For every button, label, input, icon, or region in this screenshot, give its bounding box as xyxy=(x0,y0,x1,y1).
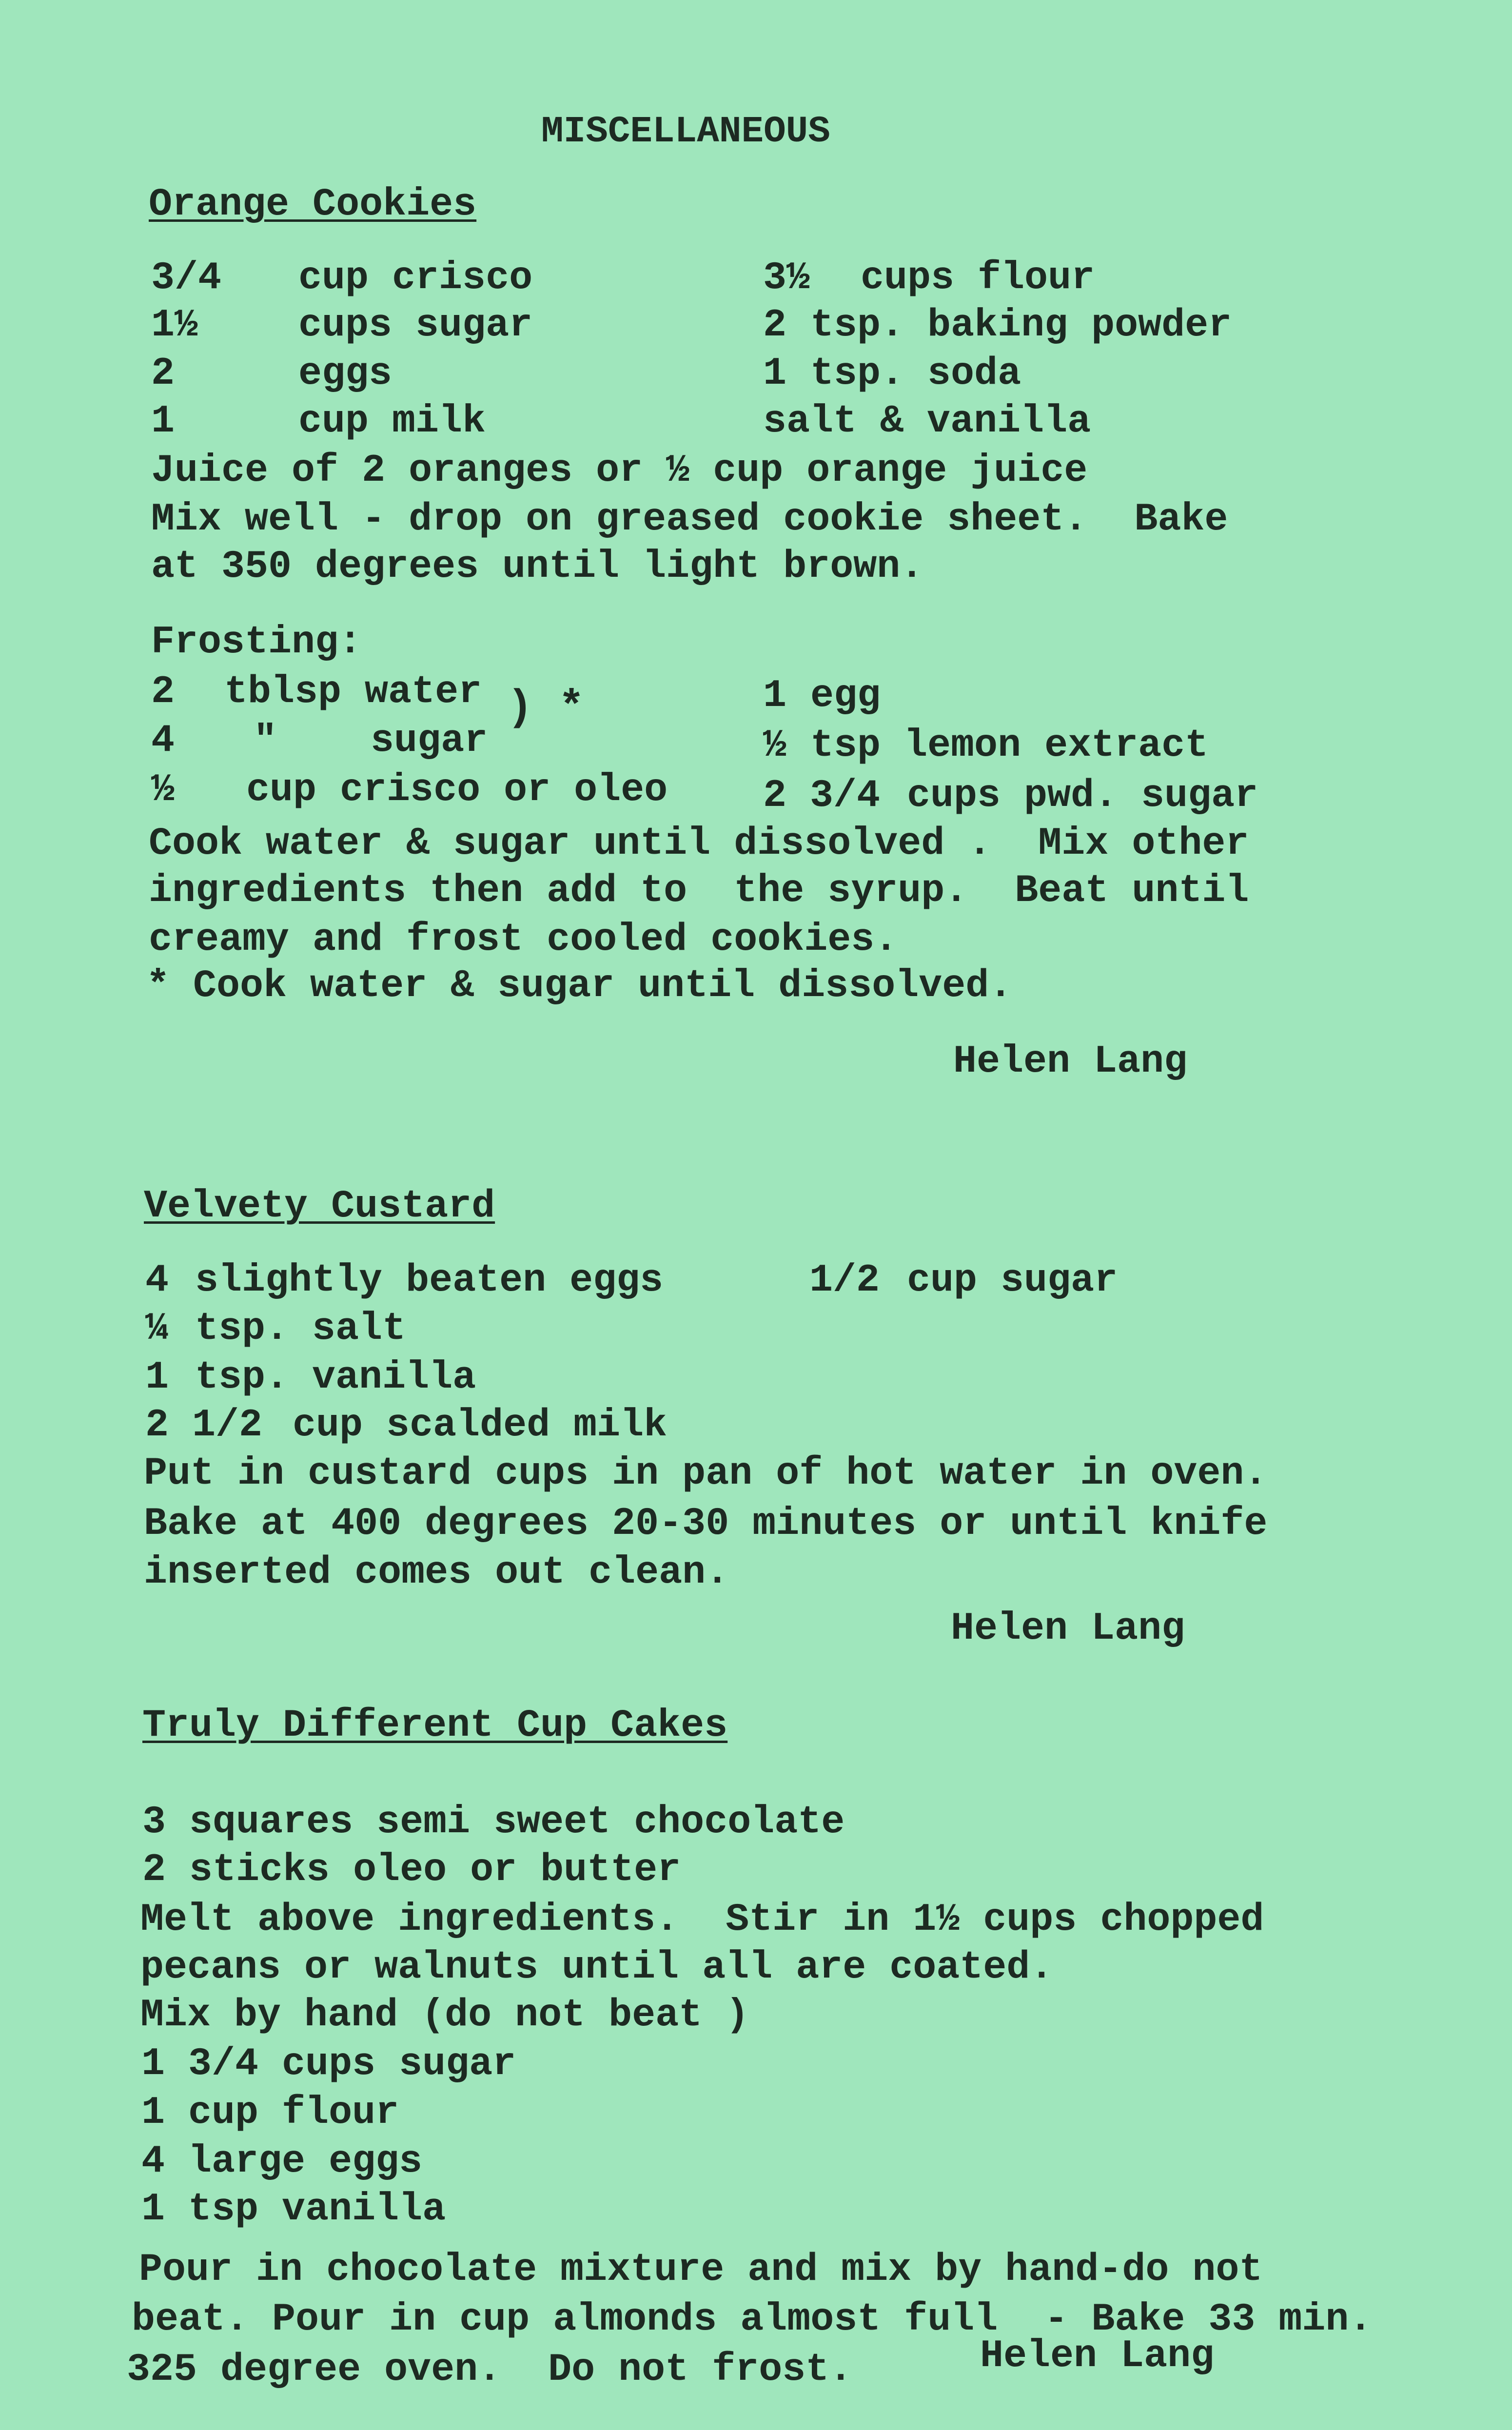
frosting-item: tblsp water xyxy=(224,670,482,714)
oc-direction-line: Mix well - drop on greased cookie sheet. Bake xyxy=(151,497,1228,542)
frosting-item: tsp lemon extract xyxy=(810,724,1209,768)
frosting-direction-line: ingredients then add to the syrup. Beat until xyxy=(149,869,1249,913)
oc-ingredient-item: cup crisco xyxy=(298,256,533,300)
cc-line: 1 3/4 cups sugar xyxy=(141,2042,516,2086)
frosting-direction-line: Cook water & sugar until dissolved . Mix other xyxy=(149,822,1249,866)
cc-line: Pour in chocolate mixture and mix by hand-do not xyxy=(139,2248,1263,2292)
frosting-qty: 2 xyxy=(151,670,175,714)
cc-line: 4 large eggs xyxy=(141,2139,423,2184)
velvety-custard-title: Velvety Custard xyxy=(144,1184,495,1229)
vc-ingredient-qty: 1/2 xyxy=(809,1258,880,1303)
oc-ingredient-item: cups sugar xyxy=(298,303,533,348)
vc-ingredient-item: tsp. vanilla xyxy=(195,1355,476,1400)
oc-ingredient-item: cups flour xyxy=(861,256,1095,300)
cup-cakes-title: Truly Different Cup Cakes xyxy=(142,1704,728,1748)
recipe-author: Helen Lang xyxy=(951,1607,1185,1651)
vc-ingredient-item: cup sugar xyxy=(907,1258,1118,1303)
cc-line: Melt above ingredients. Stir in 1½ cups chopped xyxy=(140,1898,1264,1942)
oc-ingredient-item: salt & vanilla xyxy=(763,399,1091,444)
vc-ingredient-qty: ¼ xyxy=(145,1307,169,1351)
vc-direction-line: inserted comes out clean. xyxy=(144,1550,729,1595)
vc-ingredient-item: slightly beaten eggs xyxy=(195,1258,664,1303)
cc-line: 3 squares semi sweet chocolate xyxy=(142,1800,845,1844)
oc-ingredient-item: tsp. baking powder xyxy=(810,303,1232,348)
frosting-qty: ½ xyxy=(151,768,175,812)
frosting-item: egg xyxy=(810,674,881,718)
cc-line: 2 sticks oleo or butter xyxy=(142,1848,681,1892)
oc-ingredient-qty: 1 xyxy=(763,352,787,396)
cc-line: 1 cup flour xyxy=(141,2091,399,2135)
vc-direction-line: Put in custard cups in pan of hot water in oven. xyxy=(144,1451,1268,1496)
oc-ingredient-qty: 3½ xyxy=(763,256,810,300)
oc-ingredient-qty: 2 xyxy=(151,352,175,396)
orange-cookies-title: Orange Cookies xyxy=(149,182,477,227)
page-title: MISCELLANEOUS xyxy=(541,111,830,153)
frosting-label: Frosting: xyxy=(151,620,362,665)
vc-ingredient-qty: 2 1/2 xyxy=(145,1403,263,1448)
oc-ingredient-item: cup milk xyxy=(298,399,486,444)
vc-ingredient-qty: 4 xyxy=(145,1258,169,1303)
oc-direction-line: Juice of 2 oranges or ½ cup orange juice xyxy=(151,449,1088,493)
oc-ingredient-qty: 3/4 xyxy=(151,256,222,300)
frosting-item: " sugar xyxy=(254,719,488,763)
cc-line: beat. Pour in cup almonds almost full - Bake 33 min. xyxy=(132,2297,1373,2342)
frosting-bracket-mark: ) * xyxy=(507,684,585,732)
cc-line: 1 tsp vanilla xyxy=(141,2187,446,2232)
frosting-qty: 4 xyxy=(151,719,175,763)
frosting-direction-line: creamy and frost cooled cookies. xyxy=(149,918,898,962)
oc-ingredient-qty: 2 xyxy=(763,303,787,348)
frosting-qty: ½ xyxy=(763,724,787,768)
recipe-author: Helen Lang xyxy=(980,2334,1215,2378)
cc-line: pecans or walnuts until all are coated. xyxy=(140,1945,1054,1990)
oc-ingredient-qty: 1½ xyxy=(151,303,198,348)
vc-ingredient-item: tsp. salt xyxy=(195,1307,406,1351)
frosting-item: cups pwd. sugar xyxy=(907,774,1258,818)
cc-line: 325 degree oven. Do not frost. xyxy=(127,2348,853,2392)
oc-ingredient-item: tsp. soda xyxy=(810,352,1021,396)
oc-ingredient-item: eggs xyxy=(298,352,393,396)
frosting-qty: 2 3/4 xyxy=(763,774,881,818)
vc-ingredient-qty: 1 xyxy=(145,1355,169,1400)
frosting-item: cup crisco or oleo xyxy=(246,768,668,812)
oc-ingredient-qty: 1 xyxy=(151,399,175,444)
vc-direction-line: Bake at 400 degrees 20-30 minutes or until knife xyxy=(144,1502,1268,1546)
frosting-note-line: * Cook water & sugar until dissolved. xyxy=(146,964,1013,1008)
cc-line: Mix by hand (do not beat ) xyxy=(140,1993,749,2038)
recipe-author: Helen Lang xyxy=(953,1039,1188,1084)
frosting-qty: 1 xyxy=(763,674,787,718)
vc-ingredient-item: cup scalded milk xyxy=(293,1403,668,1448)
oc-direction-line: at 350 degrees until light brown. xyxy=(151,545,924,589)
